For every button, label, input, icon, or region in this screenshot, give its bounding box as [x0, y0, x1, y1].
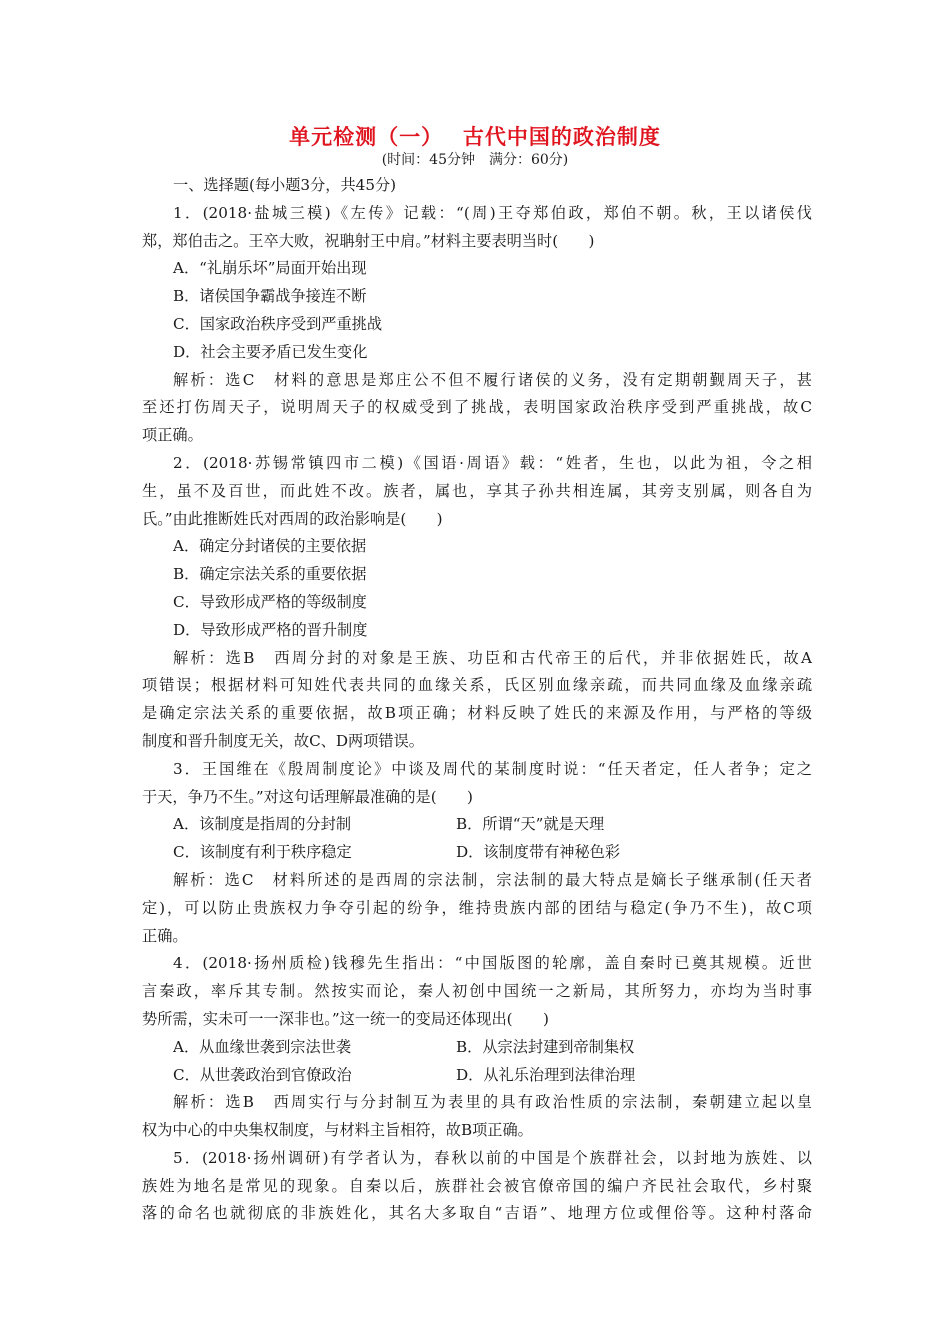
option-a: A．该制度是指周的分封制 — [173, 815, 352, 834]
question-3 — [142, 756, 812, 951]
analysis-line: 是确定宗法关系的重要依据，故B项正确；材料反映了姓氏的来源及作用，与严格的等级 — [142, 704, 812, 723]
option-row — [142, 811, 812, 839]
question-stem-line: 势所需，实未可一一深非也。”这一统一的变局还体现出( ) — [142, 1009, 549, 1028]
question-1 — [142, 200, 812, 450]
option-row — [142, 1034, 812, 1062]
question-stem-line: 3．王国维在《殷周制度论》中谈及周代的某制度时说：“任天者定，任人者争；定之 — [173, 759, 812, 778]
option-a: A．从血缘世袭到宗法世袭 — [173, 1037, 352, 1056]
analysis-line: 解析：选C 材料所述的是西周的宗法制，宗法制的最大特点是嫡长子继承制(任天者 — [173, 870, 812, 889]
option-d: D．导致形成严格的晋升制度 — [173, 620, 368, 639]
option-a: A．“礼崩乐坏”局面开始出现 — [173, 259, 367, 278]
question-stem-line: 1．(2018·盐城三模)《左传》记载：“(周)王夺郑伯政，郑伯不朝。秋，王以诸侯伐 — [173, 203, 812, 222]
question-stem-line: 于天，争乃不生。”对这句话理解最准确的是( ) — [142, 787, 473, 806]
document-body — [142, 172, 812, 1228]
option-b: B．所谓“天”就是天理 — [456, 815, 605, 834]
question-stem-line: 5．(2018·扬州调研)有学者认为，春秋以前的中国是个族群社会，以封地为族姓、以 — [173, 1148, 812, 1167]
option-d: D．从礼乐治理到法律治理 — [456, 1065, 636, 1084]
option-d: D．社会主要矛盾已发生变化 — [173, 342, 368, 361]
option-b: B．确定宗法关系的重要依据 — [173, 565, 367, 584]
question-5 — [142, 1145, 812, 1228]
option-c: C．国家政治秩序受到严重挑战 — [173, 314, 383, 333]
analysis-line: 解析：选B 西周分封的对象是王族、功臣和古代帝王的后代，并非依据姓氏，故A — [173, 648, 812, 667]
analysis-line: 至还打伤周天子，说明周天子的权威受到了挑战，表明国家政治秩序受到严重挑战，故C — [142, 398, 812, 417]
option-row — [142, 839, 812, 867]
option-c: C．导致形成严格的等级制度 — [173, 592, 367, 611]
section-heading: 一、选择题(每小题3分，共45分) — [173, 176, 397, 194]
question-2 — [142, 450, 812, 756]
question-stem-line: 郑，郑伯击之。王卒大败，祝聃射王中肩。”材料主要表明当时( ) — [142, 231, 595, 250]
option-c: C．从世袭政治到官僚政治 — [173, 1065, 352, 1084]
option-a: A．确定分封诸侯的主要依据 — [173, 537, 367, 556]
question-stem-line: 族姓为地名是常见的现象。自秦以后，族群社会被官僚帝国的编户齐民社会取代，乡村聚 — [142, 1176, 812, 1195]
analysis-line: 解析：选B 西周实行与分封制互为表里的具有政治性质的宗法制，秦朝建立起以皇 — [173, 1093, 812, 1112]
analysis-line: 项正确。 — [142, 426, 203, 445]
option-b: B．从宗法封建到帝制集权 — [456, 1037, 635, 1056]
analysis-line: 权为中心的中央集权制度，与材料主旨相符，故B项正确。 — [142, 1121, 533, 1140]
option-d: D．该制度带有神秘色彩 — [456, 843, 621, 862]
analysis-line: 制度和晋升制度无关，故C、D两项错误。 — [142, 731, 424, 750]
analysis-line: 正确。 — [142, 926, 188, 945]
analysis-line: 解析：选C 材料的意思是郑庄公不但不履行诸侯的义务，没有定期朝觐周天子，甚 — [173, 370, 812, 389]
question-stem-line: 2．(2018·苏锡常镇四市二模)《国语·周语》载：“姓者，生也，以此为祖，令之相 — [173, 453, 812, 472]
question-stem-line: 生，虽不及百世，而此姓不改。族者，属也，享其子孙共相连属，其旁支别属，则各自为 — [142, 481, 812, 500]
question-stem-line: 落的命名也就彻底的非族姓化，其名大多取自“吉语”、地理方位或俚俗等。这种村落命 — [142, 1204, 812, 1223]
analysis-line: 项错误；根据材料可知姓代表共同的血缘关系，氏区别血缘亲疏，而共同血缘及血缘亲疏 — [142, 676, 812, 695]
question-stem-line: 言秦政，率斥其专制。然按实而论，秦人初创中国统一之新局，其所努力，亦均为当时事 — [142, 982, 812, 1001]
question-4 — [142, 950, 812, 1145]
page-subtitle: (时间：45分钟 满分：60分) — [381, 152, 569, 168]
question-stem-line: 氏。”由此推断姓氏对西周的政治影响是( ) — [142, 509, 443, 528]
analysis-line: 定)，可以防止贵族权力争夺引起的纷争，维持贵族内部的团结与稳定(争乃不生)，故C项 — [142, 898, 812, 917]
question-stem-line: 4．(2018·扬州质检)钱穆先生指出：“中国版图的轮廓，盖自秦时已奠其规模。近世 — [173, 954, 812, 973]
option-row — [142, 1062, 812, 1090]
option-c: C．该制度有利于秩序稳定 — [173, 843, 352, 862]
page-title: 单元检测（一） 古代中国的政治制度 — [289, 125, 661, 149]
option-b: B．诸侯国争霸战争接连不断 — [173, 287, 367, 306]
